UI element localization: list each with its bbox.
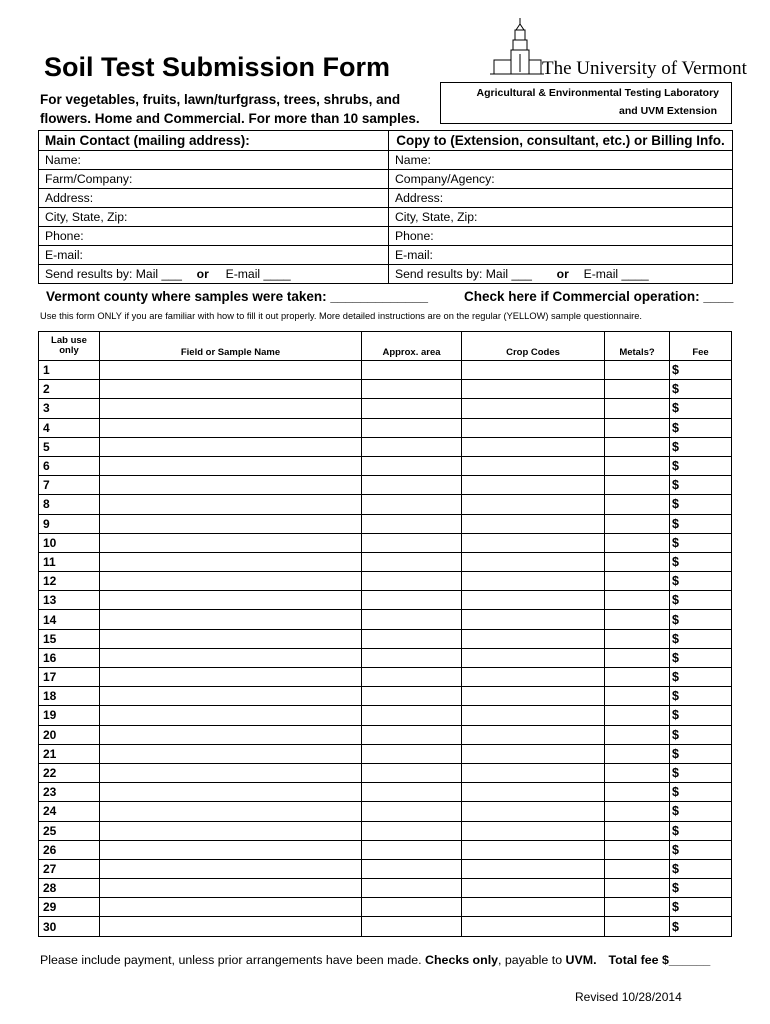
- table-row: [39, 572, 732, 591]
- fee-cell[interactable]: $: [670, 706, 732, 725]
- metals-cell[interactable]: [605, 706, 670, 725]
- send-results-email: E-mail ____: [583, 267, 649, 281]
- table-row: [39, 514, 732, 533]
- copy-to-column: [389, 131, 732, 283]
- field-name-cell[interactable]: [100, 629, 362, 648]
- approx-area-cell[interactable]: [362, 437, 462, 456]
- approx-area-cell[interactable]: [362, 898, 462, 917]
- crop-codes-cell[interactable]: [462, 802, 605, 821]
- payable-to: , payable to: [498, 953, 566, 967]
- approx-area-cell[interactable]: [362, 552, 462, 571]
- crop-codes-cell[interactable]: [462, 879, 605, 898]
- copy-to-email-field[interactable]: E-mail:: [389, 246, 732, 265]
- crop-codes-cell[interactable]: [462, 629, 605, 648]
- fee-cell[interactable]: $: [670, 783, 732, 802]
- metals-cell[interactable]: [605, 725, 670, 744]
- table-row: [39, 456, 732, 475]
- sample-number: 27: [39, 859, 100, 878]
- crop-codes-cell[interactable]: [462, 418, 605, 437]
- sample-number: 13: [39, 591, 100, 610]
- field-name-cell[interactable]: [100, 744, 362, 763]
- metals-cell[interactable]: [605, 840, 670, 859]
- crop-codes-cell[interactable]: [462, 552, 605, 571]
- field-name-cell[interactable]: [100, 380, 362, 399]
- fee-cell[interactable]: $: [670, 629, 732, 648]
- metals-cell[interactable]: [605, 879, 670, 898]
- sample-number: 22: [39, 763, 100, 782]
- fee-cell[interactable]: $: [670, 399, 732, 418]
- fee-cell[interactable]: $: [670, 495, 732, 514]
- metals-cell[interactable]: [605, 380, 670, 399]
- table-row: [39, 552, 732, 571]
- metals-cell[interactable]: [605, 437, 670, 456]
- sample-number: 10: [39, 533, 100, 552]
- sample-number: 15: [39, 629, 100, 648]
- header-fee: Fee: [670, 332, 732, 361]
- metals-cell[interactable]: [605, 648, 670, 667]
- metals-cell[interactable]: [605, 552, 670, 571]
- fee-cell[interactable]: $: [670, 821, 732, 840]
- approx-area-cell[interactable]: [362, 648, 462, 667]
- metals-cell[interactable]: [605, 783, 670, 802]
- field-name-cell[interactable]: [100, 399, 362, 418]
- table-row: [39, 763, 732, 782]
- table-row: [39, 668, 732, 687]
- field-name-cell[interactable]: [100, 533, 362, 552]
- approx-area-cell[interactable]: [362, 533, 462, 552]
- field-name-cell[interactable]: [100, 514, 362, 533]
- field-name-cell[interactable]: [100, 763, 362, 782]
- sample-number: 12: [39, 572, 100, 591]
- crop-codes-cell[interactable]: [462, 476, 605, 495]
- field-name-cell[interactable]: [100, 476, 362, 495]
- sample-number: 19: [39, 706, 100, 725]
- uvm-logo: [490, 16, 747, 79]
- lab-info-box: [440, 82, 732, 124]
- crop-codes-cell[interactable]: [462, 591, 605, 610]
- approx-area-cell[interactable]: [362, 687, 462, 706]
- instructions-note: Use this form ONLY if you are familiar with how to fill it out properly. More detailed instructions are on the regular (YELLOW) sample questionnaire.: [40, 311, 642, 321]
- fee-cell[interactable]: $: [670, 418, 732, 437]
- table-row: [39, 879, 732, 898]
- sample-number: 21: [39, 744, 100, 763]
- field-name-cell[interactable]: [100, 610, 362, 629]
- table-row: [39, 476, 732, 495]
- metals-cell[interactable]: [605, 917, 670, 936]
- sample-number: 7: [39, 476, 100, 495]
- sample-number: 17: [39, 668, 100, 687]
- sample-number: 28: [39, 879, 100, 898]
- metals-cell[interactable]: [605, 361, 670, 380]
- table-row: [39, 687, 732, 706]
- table-row: [39, 898, 732, 917]
- metals-cell[interactable]: [605, 687, 670, 706]
- crop-codes-cell[interactable]: [462, 648, 605, 667]
- field-name-cell[interactable]: [100, 725, 362, 744]
- county-field[interactable]: Vermont county where samples were taken: _____________: [46, 289, 428, 304]
- crop-codes-cell[interactable]: [462, 361, 605, 380]
- main-contact-column: [39, 131, 389, 283]
- field-name-cell[interactable]: [100, 840, 362, 859]
- table-row: [39, 725, 732, 744]
- fee-cell[interactable]: $: [670, 380, 732, 399]
- field-name-cell[interactable]: [100, 898, 362, 917]
- field-name-cell[interactable]: [100, 456, 362, 475]
- field-name-cell[interactable]: [100, 648, 362, 667]
- header-lab-use-line1: Lab use: [51, 335, 87, 346]
- sample-number: 9: [39, 514, 100, 533]
- metals-cell[interactable]: [605, 456, 670, 475]
- main-contact-name-field[interactable]: Name:: [39, 151, 388, 170]
- approx-area-cell[interactable]: [362, 572, 462, 591]
- table-row: [39, 399, 732, 418]
- revision-date: Revised 10/28/2014: [575, 990, 682, 1004]
- fee-cell[interactable]: $: [670, 687, 732, 706]
- copy-to-agency-field[interactable]: Company/Agency:: [389, 170, 732, 189]
- total-fee-field[interactable]: Total fee $______: [608, 953, 711, 967]
- form-title: Soil Test Submission Form: [44, 52, 391, 82]
- table-row: [39, 821, 732, 840]
- metals-cell[interactable]: [605, 572, 670, 591]
- table-row: [39, 533, 732, 552]
- crop-codes-cell[interactable]: [462, 495, 605, 514]
- crop-codes-cell[interactable]: [462, 514, 605, 533]
- payment-text: Please include payment, unless prior arrangements have been made.: [40, 953, 426, 967]
- crop-codes-cell[interactable]: [462, 437, 605, 456]
- field-name-cell[interactable]: [100, 591, 362, 610]
- field-name-cell[interactable]: [100, 418, 362, 437]
- copy-to-city-field[interactable]: City, State, Zip:: [389, 208, 732, 227]
- table-row: [39, 361, 732, 380]
- sample-number: 30: [39, 917, 100, 936]
- approx-area-cell[interactable]: [362, 629, 462, 648]
- sample-number: 6: [39, 456, 100, 475]
- sample-number: 29: [39, 898, 100, 917]
- send-results-email: E-mail ____: [225, 267, 291, 281]
- sample-number: 20: [39, 725, 100, 744]
- crop-codes-cell[interactable]: [462, 572, 605, 591]
- field-name-cell[interactable]: [100, 687, 362, 706]
- metals-cell[interactable]: [605, 744, 670, 763]
- approx-area-cell[interactable]: [362, 380, 462, 399]
- table-row: [39, 744, 732, 763]
- lab-name: Agricultural & Environmental Testing Laboratory: [476, 87, 719, 99]
- field-name-cell[interactable]: [100, 821, 362, 840]
- copy-to-address-field[interactable]: Address:: [389, 189, 732, 208]
- approx-area-cell[interactable]: [362, 495, 462, 514]
- approx-area-cell[interactable]: [362, 744, 462, 763]
- crop-codes-cell[interactable]: [462, 610, 605, 629]
- send-results-or: or: [556, 267, 569, 281]
- header-crop-codes: Crop Codes: [462, 332, 605, 361]
- sample-number: 26: [39, 840, 100, 859]
- sample-number: 11: [39, 552, 100, 571]
- approx-area-cell[interactable]: [362, 879, 462, 898]
- crop-codes-cell[interactable]: [462, 533, 605, 552]
- metals-cell[interactable]: [605, 399, 670, 418]
- fee-cell[interactable]: $: [670, 648, 732, 667]
- fee-cell[interactable]: $: [670, 572, 732, 591]
- samples-header-row: [39, 332, 732, 361]
- university-name: The University of Vermont: [542, 58, 747, 79]
- approx-area-cell[interactable]: [362, 763, 462, 782]
- main-contact-company-field[interactable]: Farm/Company:: [39, 170, 388, 189]
- header-approx-area: Approx. area: [362, 332, 462, 361]
- subtitle-line-2: flowers. Home and Commercial. For more than 10 samples.: [40, 111, 420, 126]
- sample-number: 14: [39, 610, 100, 629]
- crop-codes-cell[interactable]: [462, 456, 605, 475]
- sample-number: 16: [39, 648, 100, 667]
- payment-note: [40, 953, 710, 967]
- crop-codes-cell[interactable]: [462, 725, 605, 744]
- metals-cell[interactable]: [605, 610, 670, 629]
- approx-area-cell[interactable]: [362, 514, 462, 533]
- crop-codes-cell[interactable]: [462, 840, 605, 859]
- approx-area-cell[interactable]: [362, 706, 462, 725]
- fee-cell[interactable]: $: [670, 859, 732, 878]
- crop-codes-cell[interactable]: [462, 763, 605, 782]
- fee-cell[interactable]: $: [670, 591, 732, 610]
- approx-area-cell[interactable]: [362, 418, 462, 437]
- field-name-cell[interactable]: [100, 783, 362, 802]
- crop-codes-cell[interactable]: [462, 821, 605, 840]
- approx-area-cell[interactable]: [362, 399, 462, 418]
- table-row: [39, 437, 732, 456]
- fee-cell[interactable]: $: [670, 552, 732, 571]
- crop-codes-cell[interactable]: [462, 668, 605, 687]
- main-contact-phone-field[interactable]: Phone:: [39, 227, 388, 246]
- send-results-mail: Send results by: Mail ___: [45, 267, 182, 281]
- sample-number: 3: [39, 399, 100, 418]
- metals-cell[interactable]: [605, 763, 670, 782]
- crop-codes-cell[interactable]: [462, 399, 605, 418]
- copy-to-name-field[interactable]: Name:: [389, 151, 732, 170]
- form-subtitle: [40, 90, 440, 128]
- crop-codes-cell[interactable]: [462, 706, 605, 725]
- table-row: [39, 495, 732, 514]
- crop-codes-cell[interactable]: [462, 783, 605, 802]
- field-name-cell[interactable]: [100, 802, 362, 821]
- crop-codes-cell[interactable]: [462, 859, 605, 878]
- metals-cell[interactable]: [605, 591, 670, 610]
- header-lab-use: [39, 332, 100, 361]
- approx-area-cell[interactable]: [362, 476, 462, 495]
- field-name-cell[interactable]: [100, 859, 362, 878]
- sample-number: 4: [39, 418, 100, 437]
- table-row: [39, 629, 732, 648]
- field-name-cell[interactable]: [100, 495, 362, 514]
- sample-number: 5: [39, 437, 100, 456]
- main-contact-address-field[interactable]: Address:: [39, 189, 388, 208]
- field-name-cell[interactable]: [100, 917, 362, 936]
- metals-cell[interactable]: [605, 859, 670, 878]
- main-contact-send-results[interactable]: [39, 265, 388, 283]
- field-name-cell[interactable]: [100, 668, 362, 687]
- payee-uvm: UVM.: [565, 953, 597, 967]
- approx-area-cell[interactable]: [362, 783, 462, 802]
- checks-only: Checks only: [425, 953, 499, 967]
- field-name-cell[interactable]: [100, 552, 362, 571]
- fee-cell[interactable]: $: [670, 840, 732, 859]
- send-results-or: or: [196, 267, 209, 281]
- metals-cell[interactable]: [605, 476, 670, 495]
- metals-cell[interactable]: [605, 821, 670, 840]
- samples-body: [39, 361, 732, 937]
- approx-area-cell[interactable]: [362, 591, 462, 610]
- sample-number: 23: [39, 783, 100, 802]
- contact-section: [38, 130, 733, 284]
- approx-area-cell[interactable]: [362, 725, 462, 744]
- field-name-cell[interactable]: [100, 437, 362, 456]
- metals-cell[interactable]: [605, 898, 670, 917]
- approx-area-cell[interactable]: [362, 840, 462, 859]
- approx-area-cell[interactable]: [362, 802, 462, 821]
- approx-area-cell[interactable]: [362, 456, 462, 475]
- subtitle-line-1: For vegetables, fruits, lawn/turfgrass, trees, shrubs, and: [40, 92, 401, 107]
- copy-to-heading: Copy to (Extension, consultant, etc.) or Billing Info.: [389, 131, 732, 151]
- table-row: [39, 648, 732, 667]
- field-name-cell[interactable]: [100, 361, 362, 380]
- sample-number: 24: [39, 802, 100, 821]
- header-metals: Metals?: [605, 332, 670, 361]
- copy-to-phone-field[interactable]: Phone:: [389, 227, 732, 246]
- table-row: [39, 706, 732, 725]
- metals-cell[interactable]: [605, 533, 670, 552]
- sample-number: 1: [39, 361, 100, 380]
- metals-cell[interactable]: [605, 514, 670, 533]
- fee-cell[interactable]: $: [670, 744, 732, 763]
- field-name-cell[interactable]: [100, 572, 362, 591]
- main-contact-heading: Main Contact (mailing address):: [39, 131, 388, 151]
- fee-cell[interactable]: $: [670, 437, 732, 456]
- fee-cell[interactable]: $: [670, 802, 732, 821]
- metals-cell[interactable]: [605, 802, 670, 821]
- approx-area-cell[interactable]: [362, 917, 462, 936]
- fee-cell[interactable]: $: [670, 610, 732, 629]
- table-row: [39, 591, 732, 610]
- crop-codes-cell[interactable]: [462, 380, 605, 399]
- send-results-mail: Send results by: Mail ___: [395, 267, 532, 281]
- table-row: [39, 418, 732, 437]
- commercial-checkbox-field[interactable]: Check here if Commercial operation: ____: [464, 289, 734, 304]
- fee-cell[interactable]: $: [670, 763, 732, 782]
- crop-codes-cell[interactable]: [462, 898, 605, 917]
- fee-cell[interactable]: $: [670, 456, 732, 475]
- sample-number: 2: [39, 380, 100, 399]
- table-row: [39, 802, 732, 821]
- table-row: [39, 859, 732, 878]
- samples-table: [38, 331, 732, 937]
- sample-number: 18: [39, 687, 100, 706]
- fee-cell[interactable]: $: [670, 725, 732, 744]
- metals-cell[interactable]: [605, 629, 670, 648]
- field-name-cell[interactable]: [100, 706, 362, 725]
- metals-cell[interactable]: [605, 495, 670, 514]
- field-name-cell[interactable]: [100, 879, 362, 898]
- metals-cell[interactable]: [605, 418, 670, 437]
- approx-area-cell[interactable]: [362, 859, 462, 878]
- table-row: [39, 917, 732, 936]
- main-contact-city-field[interactable]: City, State, Zip:: [39, 208, 388, 227]
- approx-area-cell[interactable]: [362, 610, 462, 629]
- crop-codes-cell[interactable]: [462, 687, 605, 706]
- table-row: [39, 840, 732, 859]
- header-lab-use-line2: only: [59, 345, 79, 356]
- crop-codes-cell[interactable]: [462, 744, 605, 763]
- fee-cell[interactable]: $: [670, 514, 732, 533]
- table-row: [39, 610, 732, 629]
- table-row: [39, 783, 732, 802]
- fee-cell[interactable]: $: [670, 917, 732, 936]
- sample-number: 25: [39, 821, 100, 840]
- crop-codes-cell[interactable]: [462, 917, 605, 936]
- fee-cell[interactable]: $: [670, 898, 732, 917]
- table-row: [39, 380, 732, 399]
- fee-cell[interactable]: $: [670, 476, 732, 495]
- sample-number: 8: [39, 495, 100, 514]
- metals-cell[interactable]: [605, 668, 670, 687]
- approx-area-cell[interactable]: [362, 668, 462, 687]
- fee-cell[interactable]: $: [670, 668, 732, 687]
- header-field-name: Field or Sample Name: [100, 332, 362, 361]
- fee-cell[interactable]: $: [670, 361, 732, 380]
- main-contact-email-field[interactable]: E-mail:: [39, 246, 388, 265]
- approx-area-cell[interactable]: [362, 361, 462, 380]
- copy-to-send-results[interactable]: [389, 265, 732, 283]
- approx-area-cell[interactable]: [362, 821, 462, 840]
- fee-cell[interactable]: $: [670, 533, 732, 552]
- fee-cell[interactable]: $: [670, 879, 732, 898]
- lab-extension: and UVM Extension: [618, 105, 717, 117]
